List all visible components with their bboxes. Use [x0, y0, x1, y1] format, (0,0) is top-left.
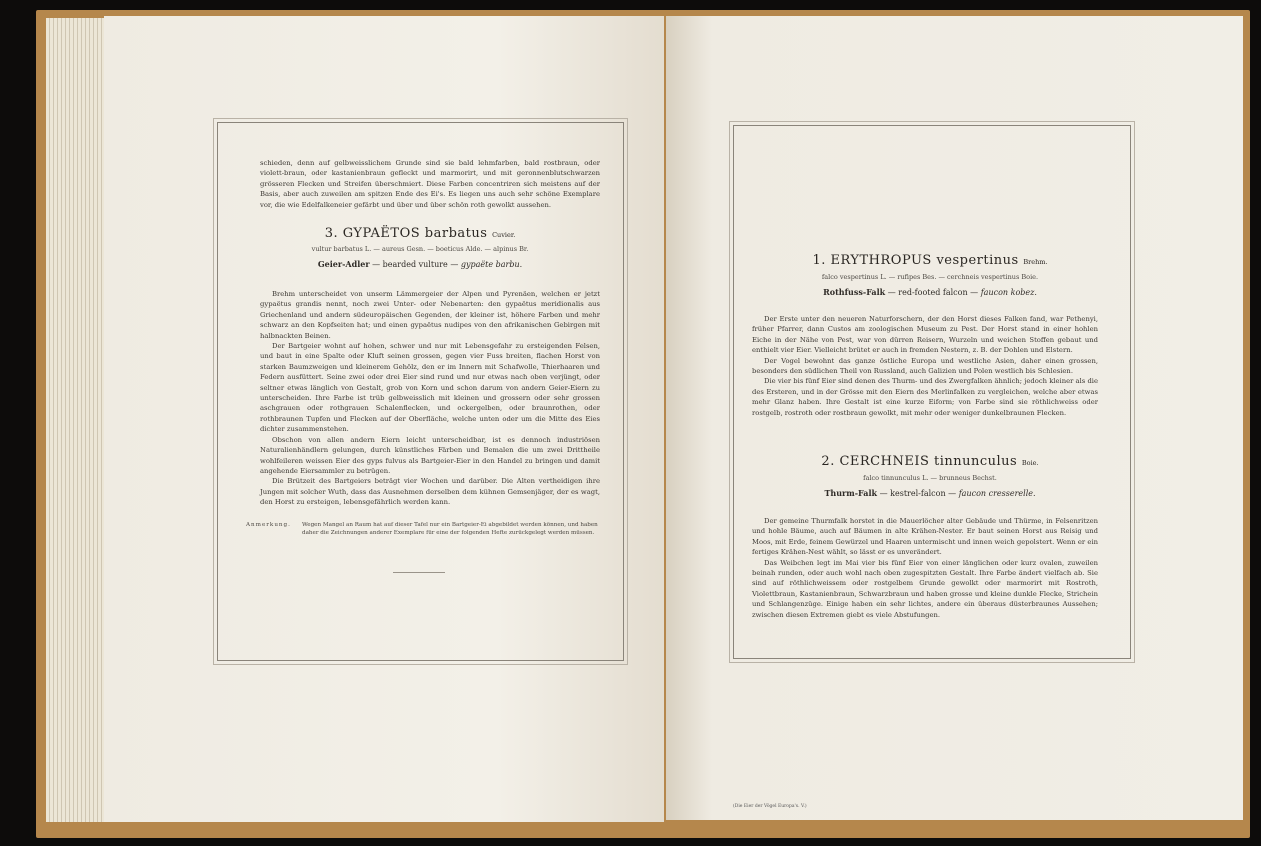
left-vernacular-english: bearded vulture — [382, 260, 448, 269]
right-paragraph: Das Weibchen legt im Mai vier bis fünf Eier von einer länglichen oder kurz ovalen, zuweilen beinah runden, oder auch wohl nach oben zugespitzten Gestalt. Ihre Farbe ändert vielfach ab. Sie sind auf röthlichweissem oder rostgelbem Grunde gewolkt oder marmorirt mit Rostroth, Violettbraun, Kastanienbraun, Schwarzbraun und haben grosse und kleine dunkle Flecke, Strichein und Schlangenzüge. Einige haben ein sehr lichtes, andere ein überaus düsterbraunes Aussehen; zwischen diesen Extremen giebt es viele Abstufungen. — [752, 558, 1098, 619]
right-heading-2-text: 2. CERCHNEIS tinnunculus — [821, 454, 1018, 469]
page-edges — [46, 18, 106, 822]
right-vernacular-1-english: red-footed falcon — [898, 288, 968, 297]
right-footer: (Die Eier der Vögel Europa's. V.) — [733, 804, 807, 809]
right-body-text-2 — [752, 516, 1098, 620]
right-species-header-1 — [740, 253, 1120, 297]
right-vernacular-2: Thurm-Falk — kestrel-falcon — faucon cresserelle. — [824, 488, 1036, 498]
left-heading-text: 3. GYPAËTOS barbatus — [324, 226, 488, 241]
left-note — [246, 521, 598, 537]
right-species-header-2 — [740, 454, 1120, 498]
right-vernacular-1-french: faucon kobez. — [980, 288, 1037, 297]
left-vernacular-french: gypaëte barbu. — [460, 260, 523, 269]
left-intro-paragraph: schieden, denn auf gelbweisslichem Grunde sind sie bald lehmfarben, bald rostbraun, oder violett-braun, oder kastanienbraun gefleckt und marmorirt, und mit geronnenblutschwarzen grösseren Flecken und Streifen überschmiert. Diese Farben concentriren sich meistens auf der Basis, aber auch zuweilen am spitzen Ende des Ei's. Es liegen uns auch sehr schöne Exemplare vor, die wie Edelfalkeneier gefärbt und über und über schön roth gewolkt aussehen. — [260, 159, 600, 209]
right-heading-1-author: Brehm. — [1023, 258, 1048, 266]
left-heading — [230, 226, 610, 241]
left-intro-text — [260, 158, 600, 210]
left-body-text — [260, 289, 600, 508]
right-paragraph: Der Erste unter den neueren Naturforschern, der den Horst dieses Falken fand, war Pethenyi, früher Pfarrer, dann Custos am zoologischen Museum zu Pest. Der Horst stand in einer hohlen Eiche in der Nähe von Pest, war von dürren Reisern, Wurzeln und weichen Stoffen gebaut und enthielt vier Eier. Vielleicht brütet er auch in fremden Nestern, z. B. der Dohlen und Elstern. — [752, 315, 1098, 355]
right-body-text-1 — [752, 314, 1098, 418]
left-end-rule — [393, 572, 445, 573]
right-vernacular-2-german: Thurm-Falk — [824, 488, 878, 498]
left-paragraph: Die Brützeit des Bartgeiers beträgt vier Wochen und darüber. Die Alten vertheidigen ihre Jungen mit solcher Wuth, dass das Ausnehmen derselben dem kühnen Gemsenjäger, der es wagt, den Horst zu ersteigen, lebensgefährlich werden kann. — [260, 477, 600, 507]
left-note-label: Anmerkung. — [246, 522, 291, 528]
right-heading-1 — [740, 253, 1120, 268]
right-heading-1-text: 1. ERYTHROPUS vespertinus — [812, 253, 1019, 268]
left-paragraph: Brehm unterscheidet von unserm Lämmergeier der Alpen und Pyrenäen, welchen er jetzt gypaëtus grandis nennt, noch zwei Unter- oder Nebenarten: den gypaëtus meridionalis aus Griechenland und andern südeuropäischen Gegenden, der kleiner ist, höhere Farben und mehr schwarz an den Kopfseiten hat; und einen gypaëtus nudipes von den afrikanischen Gebirgen mit halbnackten Beinen. — [260, 290, 600, 340]
right-heading-2 — [740, 454, 1120, 469]
left-synonyms: vultur barbatus L. — aureus Gesn. — boeticus Alde. — alpinus Br. — [311, 245, 529, 253]
right-vernacular-1-german: Rothfuss-Falk — [823, 287, 886, 297]
right-vernacular-1: Rothfuss-Falk — red-footed falcon — faucon kobez. — [823, 287, 1037, 297]
right-synonyms-1: falco vespertinus L. — rufipes Bes. — cerchneis vespertinus Boie. — [821, 273, 1039, 281]
left-heading-author: Cuvier. — [492, 231, 516, 239]
left-species-header — [230, 226, 610, 269]
left-vernacular: Geier-Adler — bearded vulture — gypaëte barbu. — [317, 259, 523, 269]
left-vernacular-german: Geier-Adler — [317, 259, 370, 269]
left-note-text: Wegen Mangel an Raum hat auf dieser Tafel nur ein Bartgeier-Ei abgebildet werden können, und haben daher die Zeichnungen anderer Exemplare für eine der folgenden Hefte zurückgelegt werden müssen. — [302, 522, 598, 536]
left-paragraph: Obschon von allen andern Eiern leicht unterscheidbar, ist es dennoch industriösen Naturalienhändlern gelungen, durch künstliches Färben und Bemalen die um zwei Drittheile wohlfeileren weissen Eier des gyps fulvus als Bartgeier-Eier in den Handel zu bringen und damit angehende Eiersammler zu betrügen. — [260, 435, 600, 475]
right-paragraph: Die vier bis fünf Eier sind denen des Thurm- und des Zwergfalken ähnlich; jedoch kleiner als die des Ersteren, und in der Grösse mit den Eiern des Merlinfalken zu vergleichen, welche aber etwas mehr Glanz haben. Ihre Gestalt ist eine kurze Eiform; von Farbe sind sie röthlichweiss oder rostgelb, rostroth oder rostbraun gewolkt, mit mehr oder weniger dunkelbraunen Flecken. — [752, 377, 1098, 417]
right-vernacular-2-french: faucon cresserelle. — [958, 489, 1036, 498]
right-synonyms-2: falco tinnunculus L. — brunneus Bechst. — [863, 474, 997, 482]
left-paragraph: Der Bartgeier wohnt auf hohen, schwer und nur mit Lebensgefahr zu ersteigenden Felsen, und baut in eine Spalte oder Kluft seinen grossen, gegen vier Fuss breiten, flachen Horst von starken Baumzweigen und kleinerem Gehölz, den er im Innern mit Schafwolle, Thierhaaren und Federn ausfüttert. Seine zwei oder drei Eier sind rund und nur etwas nach oben verjüngt, oder seltner etwas länglich von Gestalt, grob von Korn und schon darum von andern Geier-Eiern zu unterscheiden. Ihre Farbe ist trüb gelbweisslich mit kleinen und grossern oder sehr grossen aschgrauen oder rothgrauen Schalenflecken, und ockergelben, oder braunrothen, oder rothbraunen Tupfen und Flecken auf der Oberfläche, welche unten oder um die Mitte des Eies dichter zusammenstehen. — [260, 342, 600, 434]
right-heading-2-author: Boie. — [1021, 459, 1039, 467]
right-paragraph: Der Vogel bewohnt das ganze östliche Europa und westliche Asien, daher einen grossen, besonders den südlichen Theil von Russland, auch Galizien und Polen westlich bis Schlesien. — [752, 356, 1098, 376]
right-vernacular-2-english: kestrel-falcon — [890, 489, 946, 498]
right-paragraph: Der gemeine Thurmfalk horstet in die Mauerlöcher alter Gebäude und Thürme, in Felsenritzen und hohle Bäume, auch auf Bäumen in alte Krähen-Nester. Er baut seinen Horst aus Reisig und Moos, mit Erde, feinem Gewürzel und Haaren untermischt und innen weich gepolstert. Wenn er ein fertiges Krähen-Nest wählt, so lässt er es unverändert. — [752, 517, 1098, 557]
